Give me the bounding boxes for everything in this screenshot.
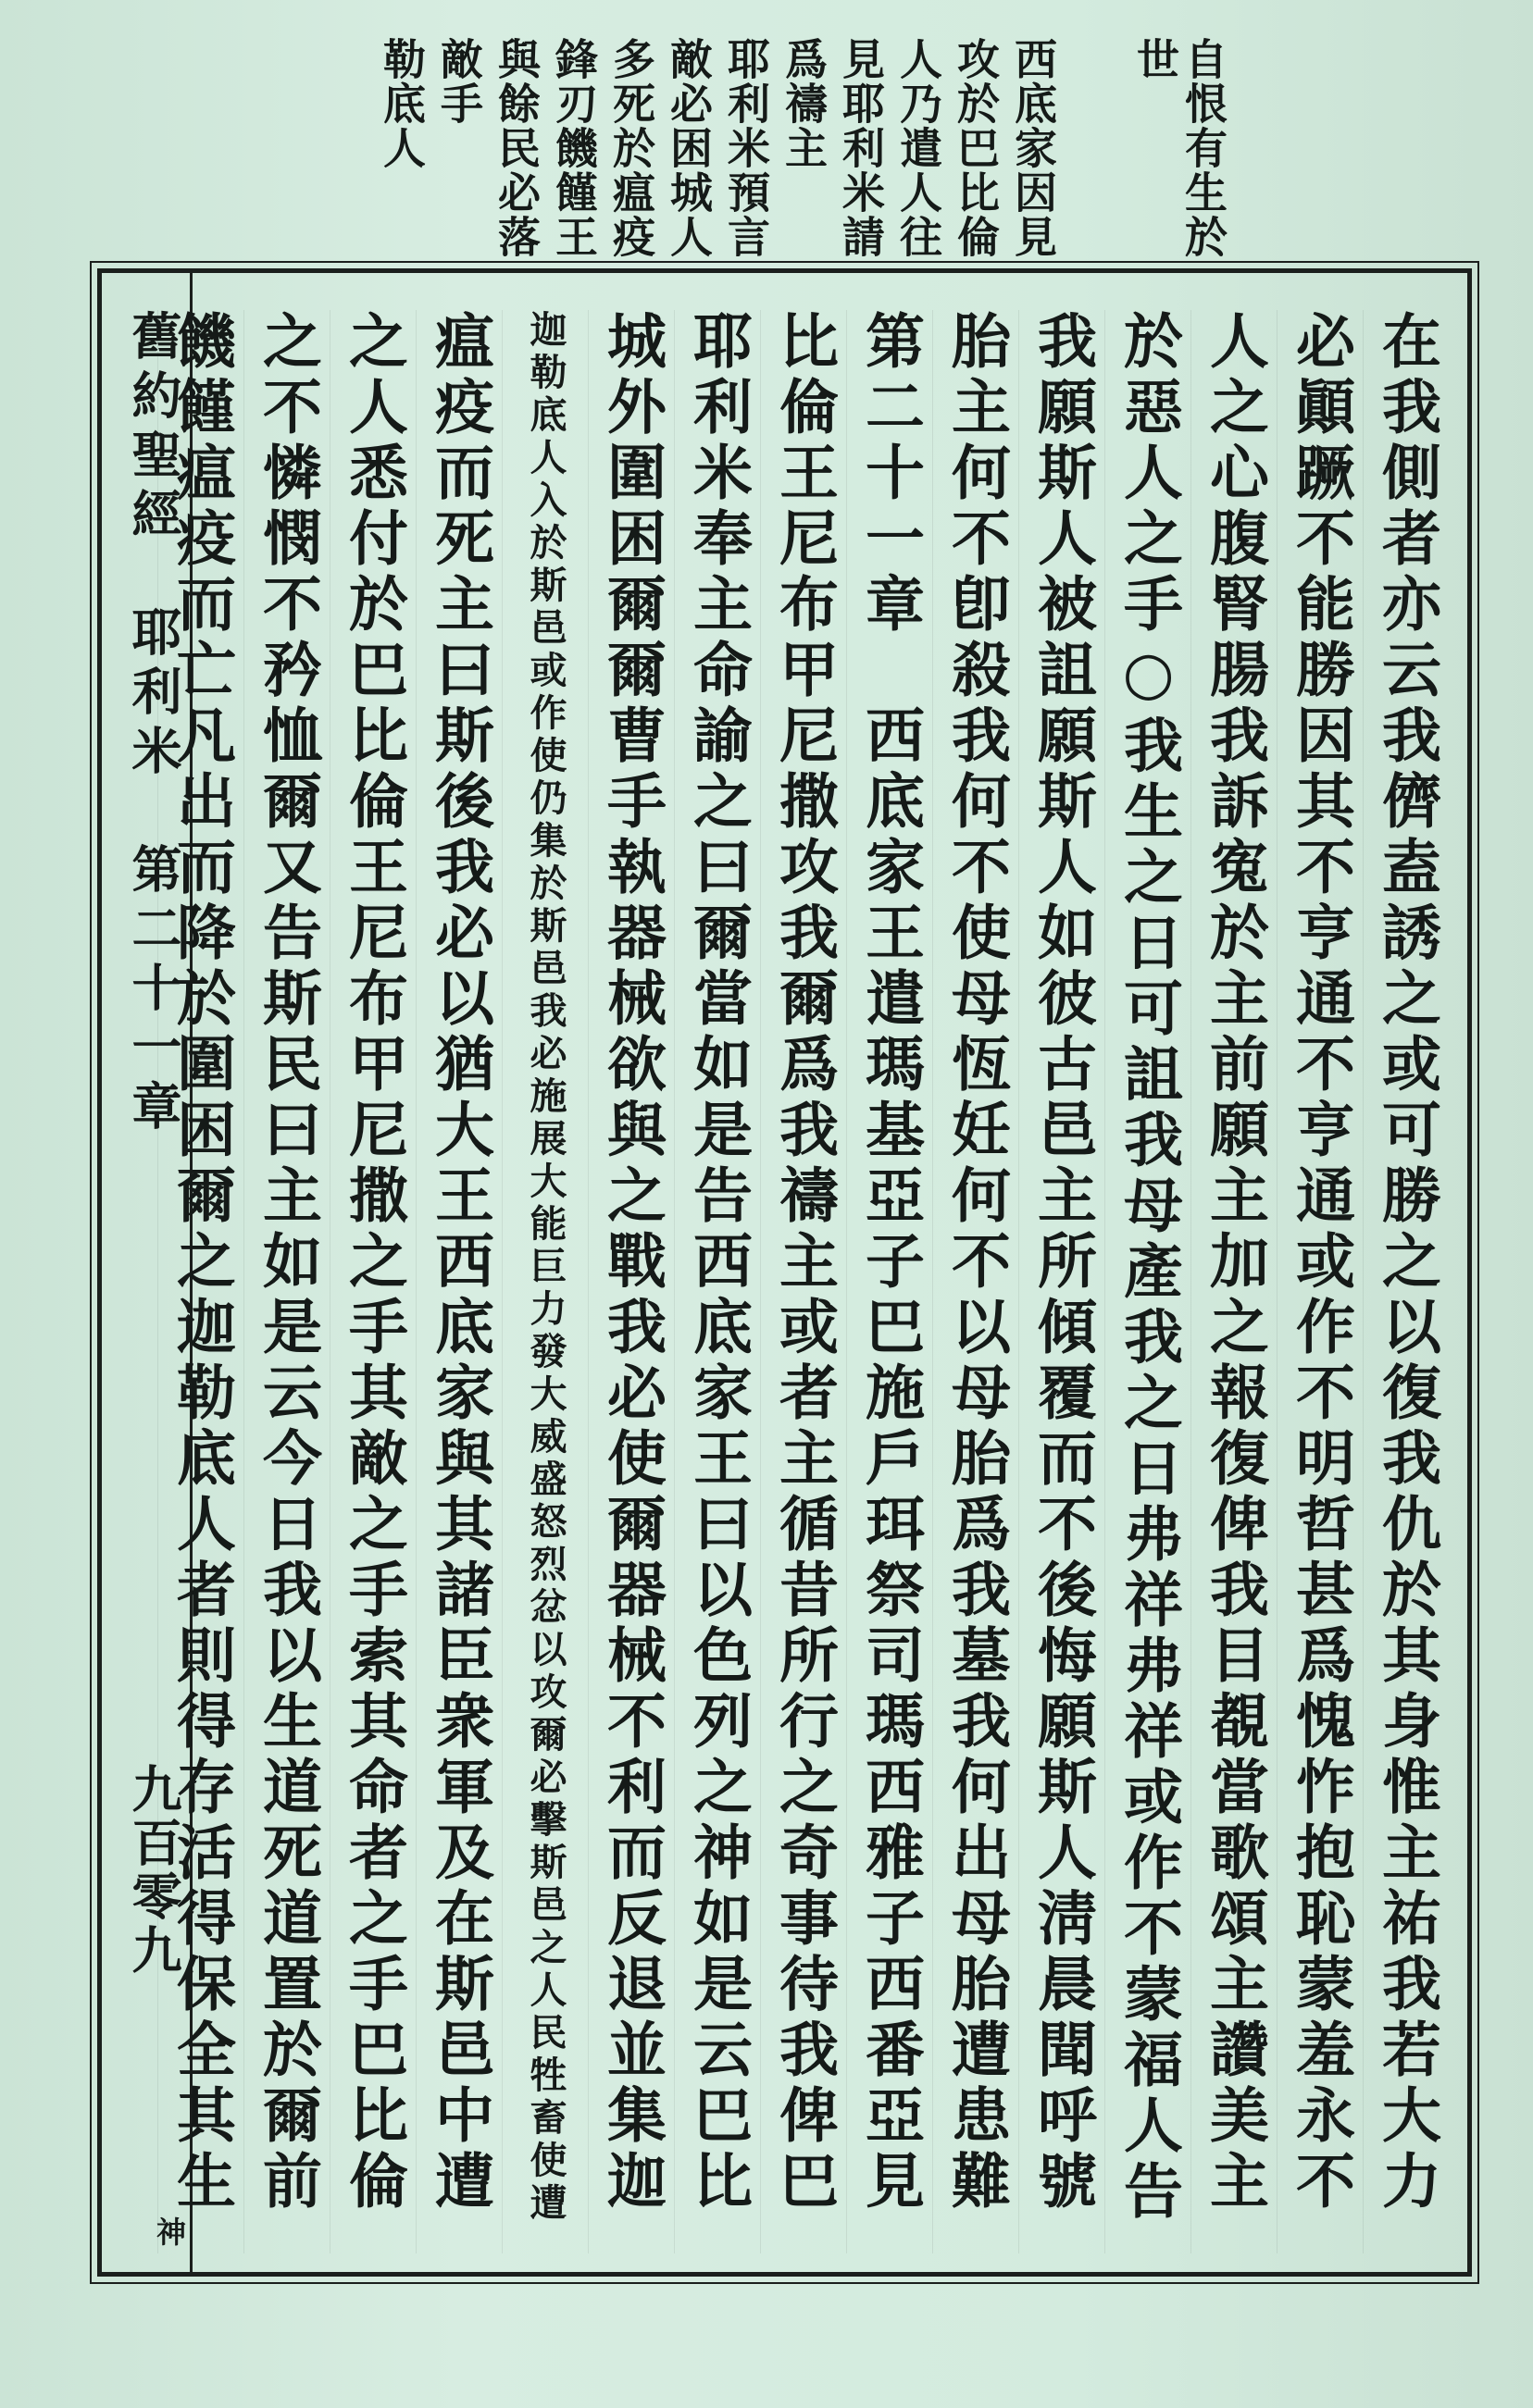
text-column: 耶利米奉主命諭之曰爾當如是告西底家王曰以色列之神如是云巴比 [674, 310, 760, 2253]
page-number: 九百零九 [124, 1763, 183, 1978]
text-column: 之人悉付於巴比倫王尼布甲尼撒之手其敵之手索其命者之手巴比倫 [330, 310, 416, 2253]
chapter-start-column: 第二十一章 西底家王遣瑪基亞子巴施戶珥祭司瑪西雅子西番亞見 [846, 310, 932, 2253]
text-column: 人之心腹腎腸我訴寃於主前願主加之報復俾我目覩當歌頌主讚美主 [1190, 310, 1277, 2253]
margin-note: 耶利米預言 [721, 37, 771, 259]
margin-note: 人乃遣人往 [893, 37, 943, 259]
text-column: 於惡人之手○我生之日可詛我母產我之日弗祥弗祥或作不蒙福人告 [1104, 310, 1190, 2253]
margin-note: 爲禱主 [779, 37, 829, 170]
margin-note: 攻於巴比倫 [951, 37, 1001, 259]
text-column: 必顚蹶不能勝因其不亨通不亨通或作不明哲甚爲愧怍抱恥蒙羞永不 [1277, 310, 1363, 2253]
text-column: 之不憐憫不矜恤爾又告斯民曰主如是云今日我以生道死道置於爾前 [243, 310, 330, 2253]
margin-note: 鋒刃饑饉王 [549, 37, 599, 259]
text-frame [97, 268, 1472, 2277]
margin-note: 敵必困城人 [664, 37, 714, 259]
text-column: 迦勒底人入於斯邑或作使仍集於斯邑我必施展大能巨力發大威盛怒烈忿以攻爾必擊斯邑之人民牲畜使遭 [502, 310, 588, 2253]
margin-note: 與餘民必落 [492, 37, 542, 259]
text-column: 城外圍困爾爾曹手執器械欲與之戰我必使爾器械不利而反退並集迦 [588, 310, 674, 2253]
text-column: 胎主何不卽殺我何不使母恆妊何不以母胎爲我墓我何出母胎遭患難 [932, 310, 1018, 2253]
running-title: 舊約聖經 耶利米 第二十一章 [124, 310, 183, 1139]
margin-note: 西底家因見 [1008, 37, 1058, 259]
margin-note: 勒底人 [377, 37, 427, 170]
margin-note: 敵手 [434, 37, 484, 126]
text-column: 我願斯人被詛願斯人如彼古邑主所傾覆而不後悔願斯人淸晨聞呼號 [1018, 310, 1104, 2253]
footer-mark: 神 [152, 2216, 187, 2246]
text-column: 在我側者亦云我儕盍誘之或可勝之以復我仇於其身惟主祐我若大力 [1363, 310, 1449, 2253]
margin-note: 多死於瘟疫 [606, 37, 656, 259]
text-column: 比倫王尼布甲尼撒攻我爾爲我禱主或者主循昔所行之奇事待我俾巴 [760, 310, 846, 2253]
text-column: 饑饉瘟疫而亡凡出而降於圍困爾之迦勒底人者則得存活得保全其生 [157, 310, 243, 2253]
margin-note: 自恨有生於世 [1130, 37, 1228, 259]
text-column: 瘟疫而死主曰斯後我必以猶大王西底家與其諸臣衆軍及在斯邑中遭 [416, 310, 502, 2253]
margin-note: 見耶利米請 [836, 37, 886, 259]
main-text [167, 273, 1467, 2272]
margin-notes [378, 37, 1228, 278]
